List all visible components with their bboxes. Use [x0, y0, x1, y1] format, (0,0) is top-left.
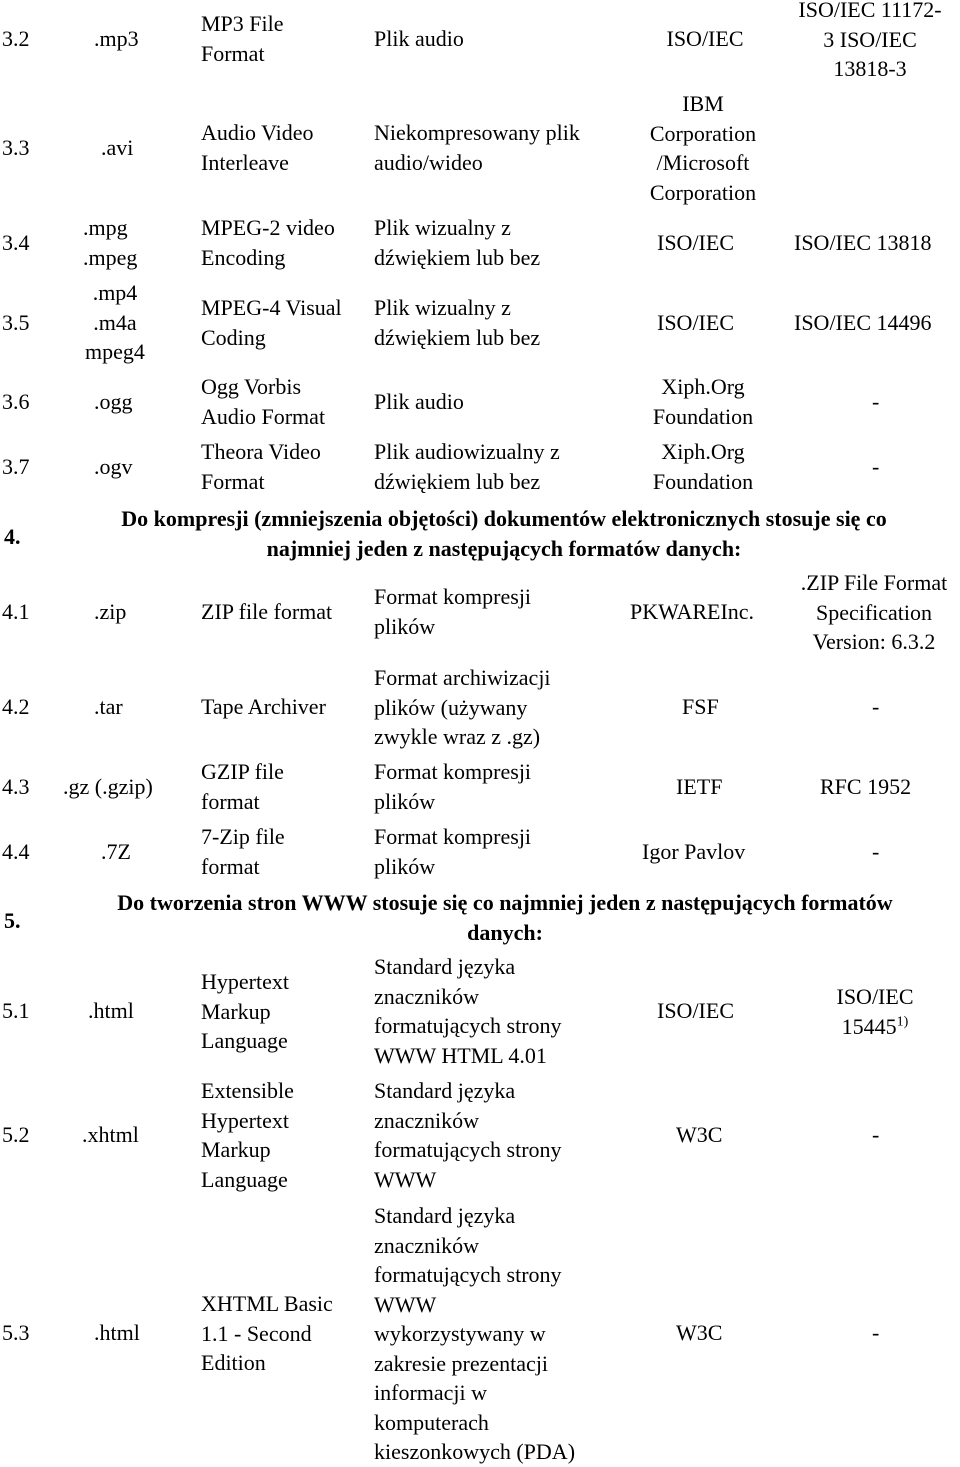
row-4-1-desc: Format kompresji plików — [374, 584, 532, 639]
row-4-1-ext: .zip — [94, 599, 127, 624]
row-3-7-name: Theora Video Format — [201, 439, 321, 494]
section-5-number: 5. — [4, 908, 21, 933]
row-3-7-ext: .ogv — [94, 454, 133, 479]
row-3-7-num: 3.7 — [2, 454, 30, 479]
row-5-2-desc: Standard języka znaczników formatujących strony WWW — [374, 1078, 562, 1192]
row-3-5-spec: ISO/IEC 14496 — [794, 310, 932, 335]
row-3-7-desc: Plik audiowizualny z dźwiękiem lub bez — [374, 439, 560, 494]
section-4-number: 4. — [4, 524, 21, 549]
row-4-4-ext: .7Z — [101, 839, 131, 864]
row-3-6-name: Ogg Vorbis Audio Format — [201, 374, 326, 429]
row-5-1-spec-line2: 15445 — [841, 1013, 897, 1039]
row-3-3-org: IBM Corporation /Microsoft Corporation — [649, 91, 757, 205]
row-3-4-ext: .mpg .mpeg — [83, 215, 138, 270]
row-4-2-spec: - — [872, 694, 880, 719]
row-3-7-spec: - — [872, 454, 880, 479]
row-4-3-num: 4.3 — [2, 774, 30, 799]
row-4-2-num: 4.2 — [2, 694, 30, 719]
row-4-4-spec: - — [872, 839, 880, 864]
row-3-3-num: 3.3 — [2, 135, 30, 160]
row-4-3-spec: RFC 1952 — [820, 774, 912, 799]
row-5-2-ext: .xhtml — [82, 1122, 139, 1147]
row-3-2-name: MP3 File Format — [201, 11, 284, 66]
row-3-5-desc: Plik wizualny z dźwiękiem lub bez — [374, 295, 541, 350]
row-4-3-desc: Format kompresji plików — [374, 759, 532, 814]
row-5-3-org: W3C — [676, 1320, 723, 1345]
row-5-1-num: 5.1 — [2, 998, 30, 1023]
row-4-1-num: 4.1 — [2, 599, 30, 624]
row-3-5-num: 3.5 — [2, 310, 30, 335]
row-4-1-spec: .ZIP File Format Specification Version: 6.3.2 — [800, 570, 948, 654]
row-5-1-ext: .html — [88, 998, 134, 1023]
row-4-2-org: FSF — [682, 694, 719, 719]
row-3-4-desc: Plik wizualny z dźwiękiem lub bez — [374, 215, 541, 270]
row-3-3-name: Audio Video Interleave — [201, 120, 314, 175]
row-4-4-name: 7-Zip file format — [201, 824, 285, 879]
row-4-4-desc: Format kompresji plików — [374, 824, 532, 879]
row-3-7-org: Xiph.Org Foundation — [652, 439, 754, 494]
row-5-2-org: W3C — [676, 1122, 723, 1147]
row-4-3-name: GZIP file format — [201, 759, 284, 814]
row-5-3-desc: Standard języka znaczników formatujących strony WWW wykorzystywany w zakresie prezentacji informacji w komputerach kieszonkowych (PDA) — [374, 1203, 576, 1464]
row-3-2-ext: .mp3 — [94, 26, 139, 51]
row-4-1-name: ZIP file format — [201, 599, 333, 624]
row-5-1-desc: Standard języka znaczników formatujących strony WWW HTML 4.01 — [374, 954, 562, 1068]
row-4-2-ext: .tar — [94, 694, 123, 719]
footnote-marker: 1) — [896, 1014, 909, 1030]
row-3-6-org: Xiph.Org Foundation — [652, 374, 754, 429]
row-3-4-name: MPEG-2 video Encoding — [201, 215, 335, 270]
row-4-2-desc: Format archiwizacji plików (używany zwykle wraz z .gz) — [374, 665, 551, 749]
section-5-heading: Do tworzenia stron WWW stosuje się co najmniej jeden z następujących formatów danych: — [117, 890, 893, 945]
row-5-3-ext: .html — [94, 1320, 140, 1345]
row-4-4-num: 4.4 — [2, 839, 30, 864]
row-5-2-name: Extensible Hypertext Markup Language — [201, 1078, 294, 1192]
row-3-6-desc: Plik audio — [374, 389, 464, 414]
row-3-2-desc: Plik audio — [374, 26, 464, 51]
row-3-2-org: ISO/IEC — [666, 26, 744, 51]
row-3-3-ext: .avi — [101, 135, 134, 160]
row-3-2-num: 3.2 — [2, 26, 30, 51]
row-3-6-ext: .ogg — [94, 389, 133, 414]
row-3-4-spec: ISO/IEC 13818 — [794, 230, 932, 255]
row-5-3-spec: - — [872, 1320, 880, 1345]
row-5-2-num: 5.2 — [2, 1122, 30, 1147]
row-5-1-spec — [800, 982, 950, 1041]
row-3-6-spec: - — [872, 389, 880, 414]
row-3-4-num: 3.4 — [2, 230, 30, 255]
row-5-2-spec: - — [872, 1122, 880, 1147]
row-5-1-name: Hypertext Markup Language — [201, 969, 289, 1053]
row-5-3-num: 5.3 — [2, 1320, 30, 1345]
section-4-heading: Do kompresji (zmniejszenia objętości) dokumentów elektronicznych stosuje się co najmniej jeden z następujących formatów danych: — [121, 506, 887, 561]
row-3-5-name: MPEG-4 Visual Coding — [201, 295, 342, 350]
row-3-2-spec: ISO/IEC 11172- 3 ISO/IEC 13818-3 — [798, 0, 942, 81]
row-5-1-spec-line1: ISO/IEC — [836, 984, 914, 1009]
row-4-3-org: IETF — [676, 774, 723, 799]
row-3-6-num: 3.6 — [2, 389, 30, 414]
row-3-3-desc: Niekompresowany plik audio/wideo — [374, 120, 580, 175]
row-4-2-name: Tape Archiver — [201, 694, 326, 719]
row-4-3-ext: .gz (.gzip) — [63, 774, 153, 799]
row-5-3-name: XHTML Basic 1.1 - Second Edition — [201, 1291, 333, 1375]
row-5-1-org: ISO/IEC — [657, 998, 734, 1023]
row-3-4-org: ISO/IEC — [657, 230, 734, 255]
row-4-1-org: PKWAREInc. — [630, 599, 755, 624]
row-3-5-org: ISO/IEC — [657, 310, 734, 335]
row-4-4-org: Igor Pavlov — [642, 839, 746, 864]
row-3-5-ext: .mp4 .m4a mpeg4 — [85, 280, 145, 364]
